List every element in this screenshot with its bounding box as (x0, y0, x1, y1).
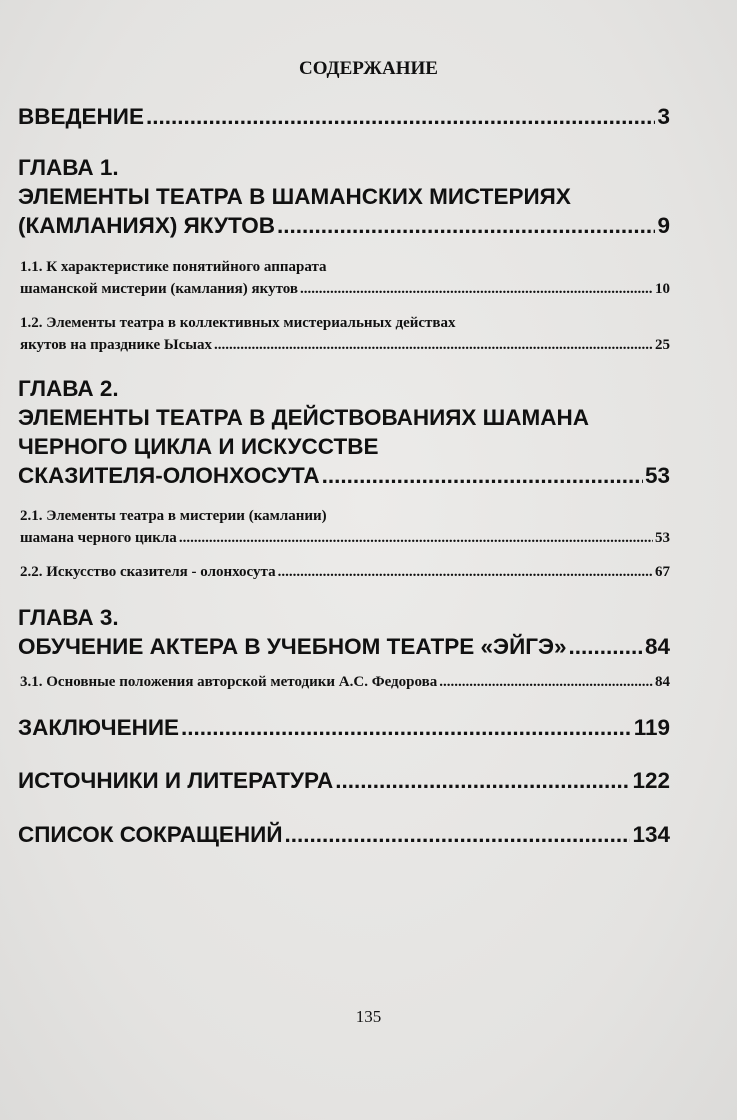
toc-label: СПИСОК СОКРАЩЕНИЙ (18, 822, 283, 847)
toc-entry-abbreviations[interactable] (18, 820, 670, 849)
toc-section-3-1[interactable] (20, 671, 670, 693)
toc-page-number: 84 (655, 674, 670, 690)
toc-section-2-2[interactable] (20, 561, 670, 583)
leader-dots (179, 527, 653, 549)
leader-dots (277, 211, 655, 240)
section-title-line: якутов на празднике Ысыах (20, 337, 212, 353)
toc-page-number: 3 (657, 104, 670, 129)
toc-chapter-3[interactable] (18, 603, 670, 661)
leader-dots (439, 671, 653, 693)
section-title-line: 1.1. К характеристике понятийного аппарата (20, 259, 327, 275)
chapter-heading: ГЛАВА 1. (18, 155, 119, 180)
toc-page-number: 10 (655, 281, 670, 297)
leader-dots (146, 102, 656, 131)
leader-dots (285, 820, 631, 849)
toc-section-2-1[interactable] (20, 505, 670, 549)
chapter-heading: ГЛАВА 3. (18, 605, 119, 630)
chapter-title-last-line (18, 632, 670, 661)
leader-dots (569, 632, 643, 661)
toc-page-number: 9 (657, 213, 670, 238)
leader-dots (181, 713, 632, 742)
chapter-heading: ГЛАВА 2. (18, 376, 119, 401)
toc-chapter-2[interactable] (18, 374, 670, 490)
section-title-line: 2.2. Искусство сказителя - олонхосута (20, 564, 276, 580)
toc-label: ВВЕДЕНИЕ (18, 104, 144, 129)
section-title-last-line (20, 278, 670, 300)
section-title-last-line (20, 527, 670, 549)
chapter-title-last-line (18, 211, 670, 240)
leader-dots (278, 561, 653, 583)
chapter-title-line: ЭЛЕМЕНТЫ ТЕАТРА В ШАМАНСКИХ МИСТЕРИЯХ (18, 184, 571, 209)
toc-label: ЗАКЛЮЧЕНИЕ (18, 715, 180, 740)
chapter-title-line: ЭЛЕМЕНТЫ ТЕАТРА В ДЕЙСТВОВАНИЯХ ШАМАНА (18, 405, 590, 430)
toc-page-number: 134 (632, 822, 670, 847)
toc-entry-conclusion[interactable] (18, 713, 670, 742)
toc-page-number: 67 (655, 564, 670, 580)
page-title: СОДЕРЖАНИЕ (299, 58, 438, 79)
toc-page-number: 25 (655, 337, 670, 353)
toc-section-1-1[interactable] (20, 256, 670, 300)
leader-dots (300, 278, 653, 300)
section-title-line: 1.2. Элементы театра в коллективных мистериальных действах (20, 315, 456, 331)
toc-page-number: 84 (644, 634, 670, 659)
leader-dots (322, 461, 643, 490)
leader-dots (335, 766, 630, 795)
toc-page-number: 53 (655, 530, 670, 546)
chapter-title-line: ЧЕРНОГО ЦИКЛА И ИСКУССТВЕ (18, 434, 379, 459)
toc-page-number: 122 (632, 768, 670, 793)
toc-page-number: 53 (644, 463, 670, 488)
chapter-title-line: ОБУЧЕНИЕ АКТЕРА В УЧЕБНОМ ТЕАТРЕ «ЭЙГЭ» (18, 634, 567, 659)
chapter-title-line: СКАЗИТЕЛЯ-ОЛОНХОСУТА (18, 463, 320, 488)
chapter-title-last-line (18, 461, 670, 490)
toc-entry-intro[interactable] (18, 102, 670, 131)
toc-page-number: 119 (633, 715, 670, 740)
toc-chapter-1[interactable] (18, 153, 670, 240)
toc-entry-sources[interactable] (18, 766, 670, 795)
section-title-line: 2.1. Элементы театра в мистерии (камлании) (20, 508, 327, 524)
toc-section-1-2[interactable] (20, 312, 670, 356)
section-title-line: шаманской мистерии (камлания) якутов (20, 281, 298, 297)
section-title-line: 3.1. Основные положения авторской методики А.С. Федорова (20, 674, 438, 690)
section-title-line: шамана черного цикла (20, 530, 177, 546)
page-number: 135 (355, 1007, 382, 1026)
section-title-last-line (20, 334, 670, 356)
leader-dots (214, 334, 653, 356)
toc-label: ИСТОЧНИКИ И ЛИТЕРАТУРА (18, 768, 334, 793)
chapter-title-line: (КАМЛАНИЯХ) ЯКУТОВ (18, 213, 275, 238)
